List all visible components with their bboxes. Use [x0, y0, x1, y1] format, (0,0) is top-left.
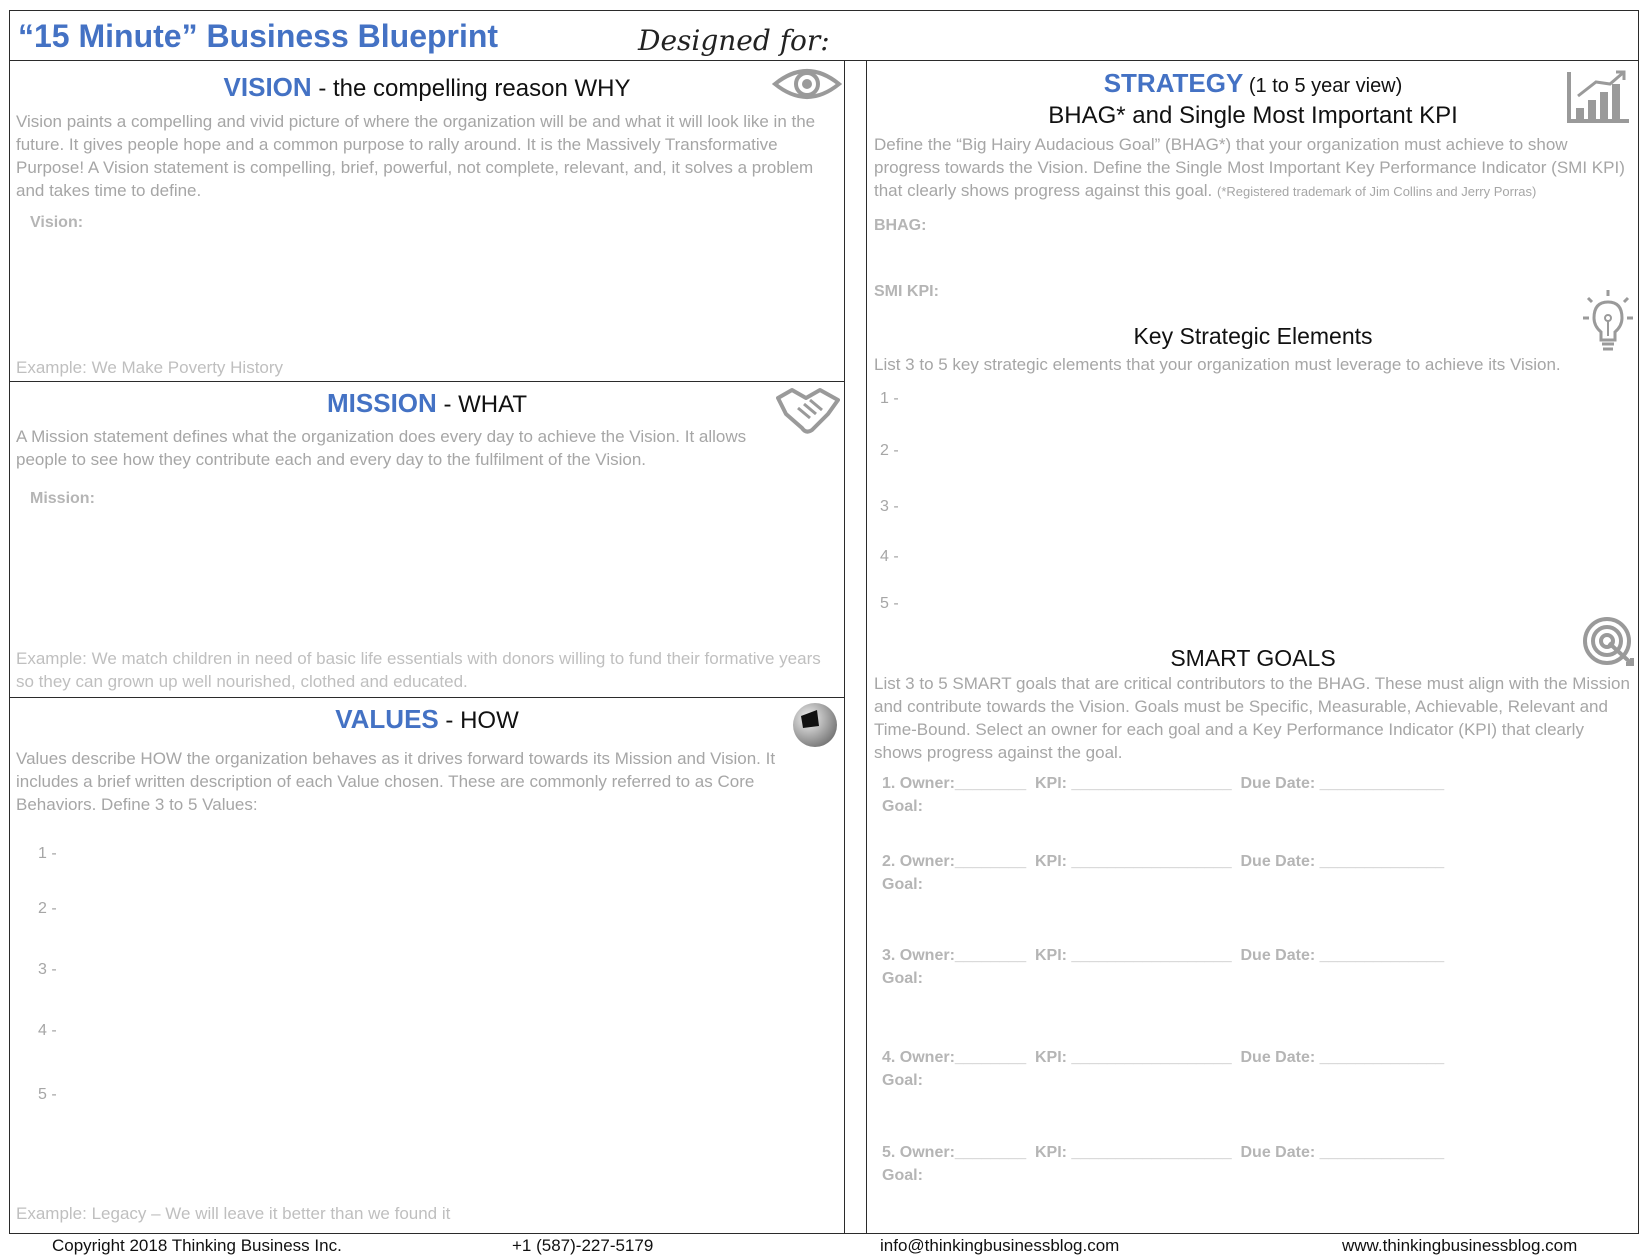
mission-subtitle: - WHAT [436, 391, 527, 418]
key-element-1: 1 - [880, 390, 899, 407]
trademark-note: (*Registered trademark of Jim Collins and Jerry Porras) [1217, 184, 1537, 199]
strategy-description [874, 133, 1632, 203]
strategy-title: STRATEGY [1103, 68, 1244, 98]
values-title: VALUES [335, 704, 439, 734]
values-item-2: 2 - [38, 900, 57, 917]
goal-2-line: 2. Owner:________ KPI: __________________ Due Date: ______________ [882, 853, 1445, 870]
footer-website[interactable]: www.thinkingbusinessblog.com [1342, 1236, 1578, 1255]
goal-3-label: Goal: [882, 970, 923, 987]
bar-chart-icon [1566, 70, 1632, 124]
goal-5-label: Goal: [882, 1167, 923, 1184]
values-item-4: 4 - [38, 1022, 57, 1039]
strategy-heading [867, 68, 1639, 99]
goal-1-label: Goal: [882, 798, 923, 815]
values-description: Values describe HOW the organization behaves as it drives forward towards its Mission and Vision. It includes a brief written description of each Value chosen. These are commonly referred to as Core Behaviors. Define 3 to 5 Values: [16, 749, 776, 814]
values-subtitle: - HOW [438, 707, 519, 734]
mission-example: Example: We match children in need of basic life essentials with donors willing to fund their formative years so they can grown up well nourished, clothed and educated. [16, 649, 821, 691]
goal-4 [882, 1046, 1444, 1092]
bhag-label: BHAG: [874, 217, 927, 234]
strategy-description-text: Define the “Big Hairy Audacious Goal” (BHAG*) that your organization must achieve to show progress towards the Vision. Define the Single Most Important Key Performance Indicator (SMI KPI) that clearly shows progress against this goal. [874, 135, 1625, 200]
vision-field-label: Vision: [30, 214, 84, 231]
values-item-5: 5 - [38, 1086, 57, 1103]
strategy-subheading: BHAG* and Single Most Important KPI [1048, 102, 1458, 129]
mission-title: MISSION [327, 388, 437, 418]
goal-2-label: Goal: [882, 876, 923, 893]
goal-1-line: 1. Owner:________ KPI: __________________ Due Date: ______________ [882, 775, 1445, 792]
key-element-2: 2 - [880, 442, 899, 459]
footer-email[interactable]: info@thinkingbusinessblog.com [880, 1236, 1120, 1255]
vision-description: Vision paints a compelling and vivid picture of where the organization will be and what it will look like in the future. It gives people hope and a common purpose to rally around. It is the Massively Transformative Purpose! A Vision statement is compelling, brief, powerful, not complete, relevant, and, it solves a problem and takes time to define. [16, 112, 816, 200]
key-element-3: 3 - [880, 498, 899, 515]
values-item-1: 1 - [38, 845, 57, 862]
goal-5 [882, 1141, 1444, 1187]
column-divider-right [844, 60, 845, 1234]
header-divider [9, 60, 1639, 61]
key-elements-heading: Key Strategic Elements [1133, 323, 1373, 349]
values-item-3: 3 - [38, 961, 57, 978]
goal-1 [882, 772, 1444, 818]
designed-for-label: Designed for: [638, 24, 830, 57]
page-title: “15 Minute” Business Blueprint [18, 18, 499, 54]
eye-icon [772, 64, 842, 104]
smart-goals-description: List 3 to 5 SMART goals that are critical contributors to the BHAG. These must align with the Mission and contribute towards the Vision. Goals must be Specific, Measurable, Achievable, Relevant and Time-Bound. Select an owner for each goal and a Key Performance Indicator (KPI) that clearly shows progress against the goal. [874, 674, 1630, 762]
goal-4-label: Goal: [882, 1072, 923, 1089]
smart-goals-heading: SMART GOALS [1170, 645, 1336, 671]
mission-values-divider [9, 697, 845, 698]
goal-4-line: 4. Owner:________ KPI: __________________ Due Date: ______________ [882, 1049, 1445, 1066]
smi-kpi-label: SMI KPI: [874, 283, 939, 300]
goal-2 [882, 850, 1444, 896]
values-heading [10, 704, 844, 735]
vision-example: Example: We Make Poverty History [16, 358, 284, 377]
vision-subtitle: - the compelling reason WHY [311, 75, 631, 102]
mission-field-label: Mission: [30, 490, 95, 507]
goal-5-line: 5. Owner:________ KPI: __________________ Due Date: ______________ [882, 1144, 1445, 1161]
key-element-4: 4 - [880, 548, 899, 565]
key-elements-description: List 3 to 5 key strategic elements that your organization must leverage to achieve its Vision. [874, 355, 1561, 374]
goal-3-line: 3. Owner:________ KPI: __________________ Due Date: ______________ [882, 947, 1445, 964]
key-element-5: 5 - [880, 595, 899, 612]
vision-mission-divider [9, 381, 845, 382]
mission-description: A Mission statement defines what the organization does every day to achieve the Vision. It allows people to see how they contribute each and every day to the fulfilment of the Vision. [16, 427, 747, 469]
footer-copyright: Copyright 2018 Thinking Business Inc. [52, 1236, 342, 1255]
goal-3 [882, 944, 1444, 990]
sphere-icon [790, 700, 840, 750]
mission-heading [10, 388, 844, 419]
values-example: Example: Legacy – We will leave it better than we found it [16, 1204, 451, 1223]
footer-phone[interactable]: +1 (587)-227-5179 [512, 1236, 654, 1255]
vision-heading [10, 72, 844, 103]
vision-title: VISION [223, 72, 312, 102]
strategy-view: (1 to 5 year view) [1243, 75, 1403, 97]
